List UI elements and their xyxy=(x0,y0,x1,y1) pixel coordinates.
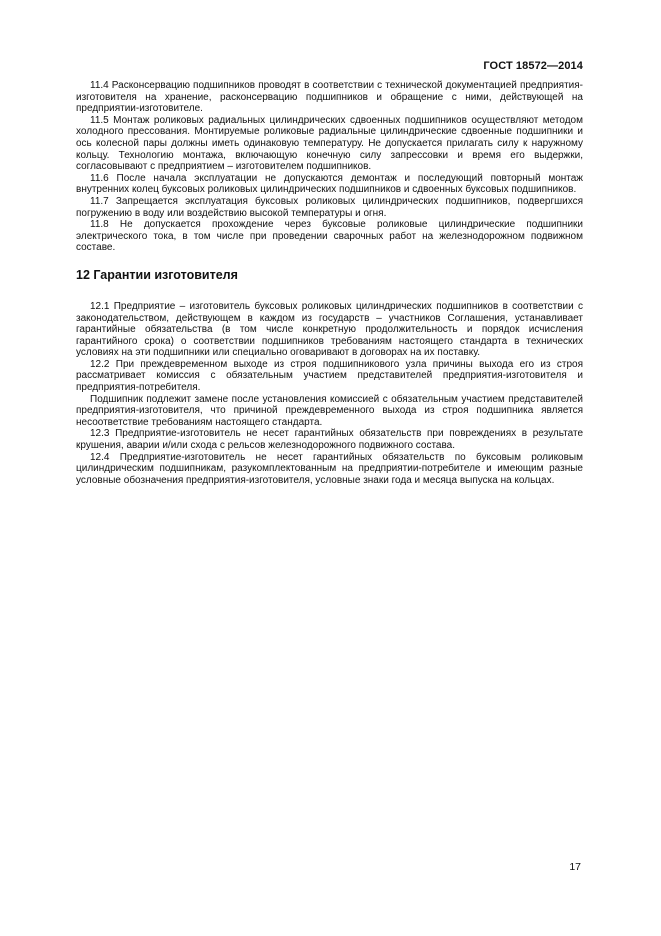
page-content xyxy=(76,80,583,486)
paragraph-12-2-continued: Подшипник подлежит замене после установления комиссией с обязательным участием представителей предприятия-изготовителя, что причиной преждевременного выхода из строя подшипника является несоответствие требованиям настоящего стандарта. xyxy=(76,393,583,428)
paragraph-11-4: 11.4 Расконсервацию подшипников проводят в соответствии с технической документацией предприятия-изготовителя на хранение, расконсервацию подшипников и обращение с ними, действующей на предприятии-изготовителе. xyxy=(76,80,583,115)
paragraph-12-2: 12.2 При преждевременном выходе из строя подшипникового узла причины выхода его из строя рассматривает комиссия с обязательным участием представителей предприятия-изготовителя и предприятия-потребителя. xyxy=(76,358,583,394)
paragraph-11-5: 11.5 Монтаж роликовых радиальных цилиндрических сдвоенных подшипников осуществляют методом холодного прессования. Монтируемые роликовые радиальные цилиндрические сдвоенные подшипники и ось колесной пары должны иметь одинаковую температуру. Не допускается прилагать силу к наружному кольцу. Технологию монтажа, включающую конечную силу запрессовки и время его выдержки, согласовывают с предприятием – изготовителем подшипников. xyxy=(76,114,583,173)
paragraph-11-6: 11.6 После начала эксплуатации не допускаются демонтаж и последующий повторный монтаж внутренних колец буксовых роликовых цилиндрических подшипников и сдвоенных буксовых подшипников. xyxy=(76,172,583,196)
paragraph-12-3: 12.3 Предприятие-изготовитель не несет гарантийных обязательств при повреждениях в результате крушения, аварии и/или схода с рельсов железнодорожного подвижного состава. xyxy=(76,428,583,452)
section-12-heading: 12 Гарантии изготовителя xyxy=(76,267,238,282)
document-code: ГОСТ 18572—2014 xyxy=(483,60,583,72)
paragraph-12-4: 12.4 Предприятие-изготовитель не несет гарантийных обязательств по буксовым роликовым цилиндрическим подшипникам, разукомплектованным на предприятии-потребителе и имеющим разные условные обозначения предприятия-изготовителя, условные знаки года и месяца выпуска на кольцах. xyxy=(76,451,583,486)
paragraph-11-7: 11.7 Запрещается эксплуатация буксовых роликовых цилиндрических подшипников, подвергшихся погружению в воду или воздействию высокой температуры и огня. xyxy=(76,195,583,219)
page-number: 17 xyxy=(569,861,581,873)
paragraph-12-1: 12.1 Предприятие – изготовитель буксовых роликовых цилиндрических подшипников в соответствии с законодательством, действующем в каждом из государств – участников Соглашения, устанавливает гарантийные обязательства (в том числе конкретную продолжительность и порядок исчисления гарантийного срока) о соответствии подшипников требованиям настоящего стандарта в технических условиях на эти подшипники или специально оговаривают в договорах на их поставку. xyxy=(76,300,583,359)
paragraph-11-8: 11.8 Не допускается прохождение через буксовые роликовые цилиндрические подшипники электрического тока, в том числе при проведении сварочных работ на железнодорожном подвижном составе. xyxy=(76,219,583,254)
